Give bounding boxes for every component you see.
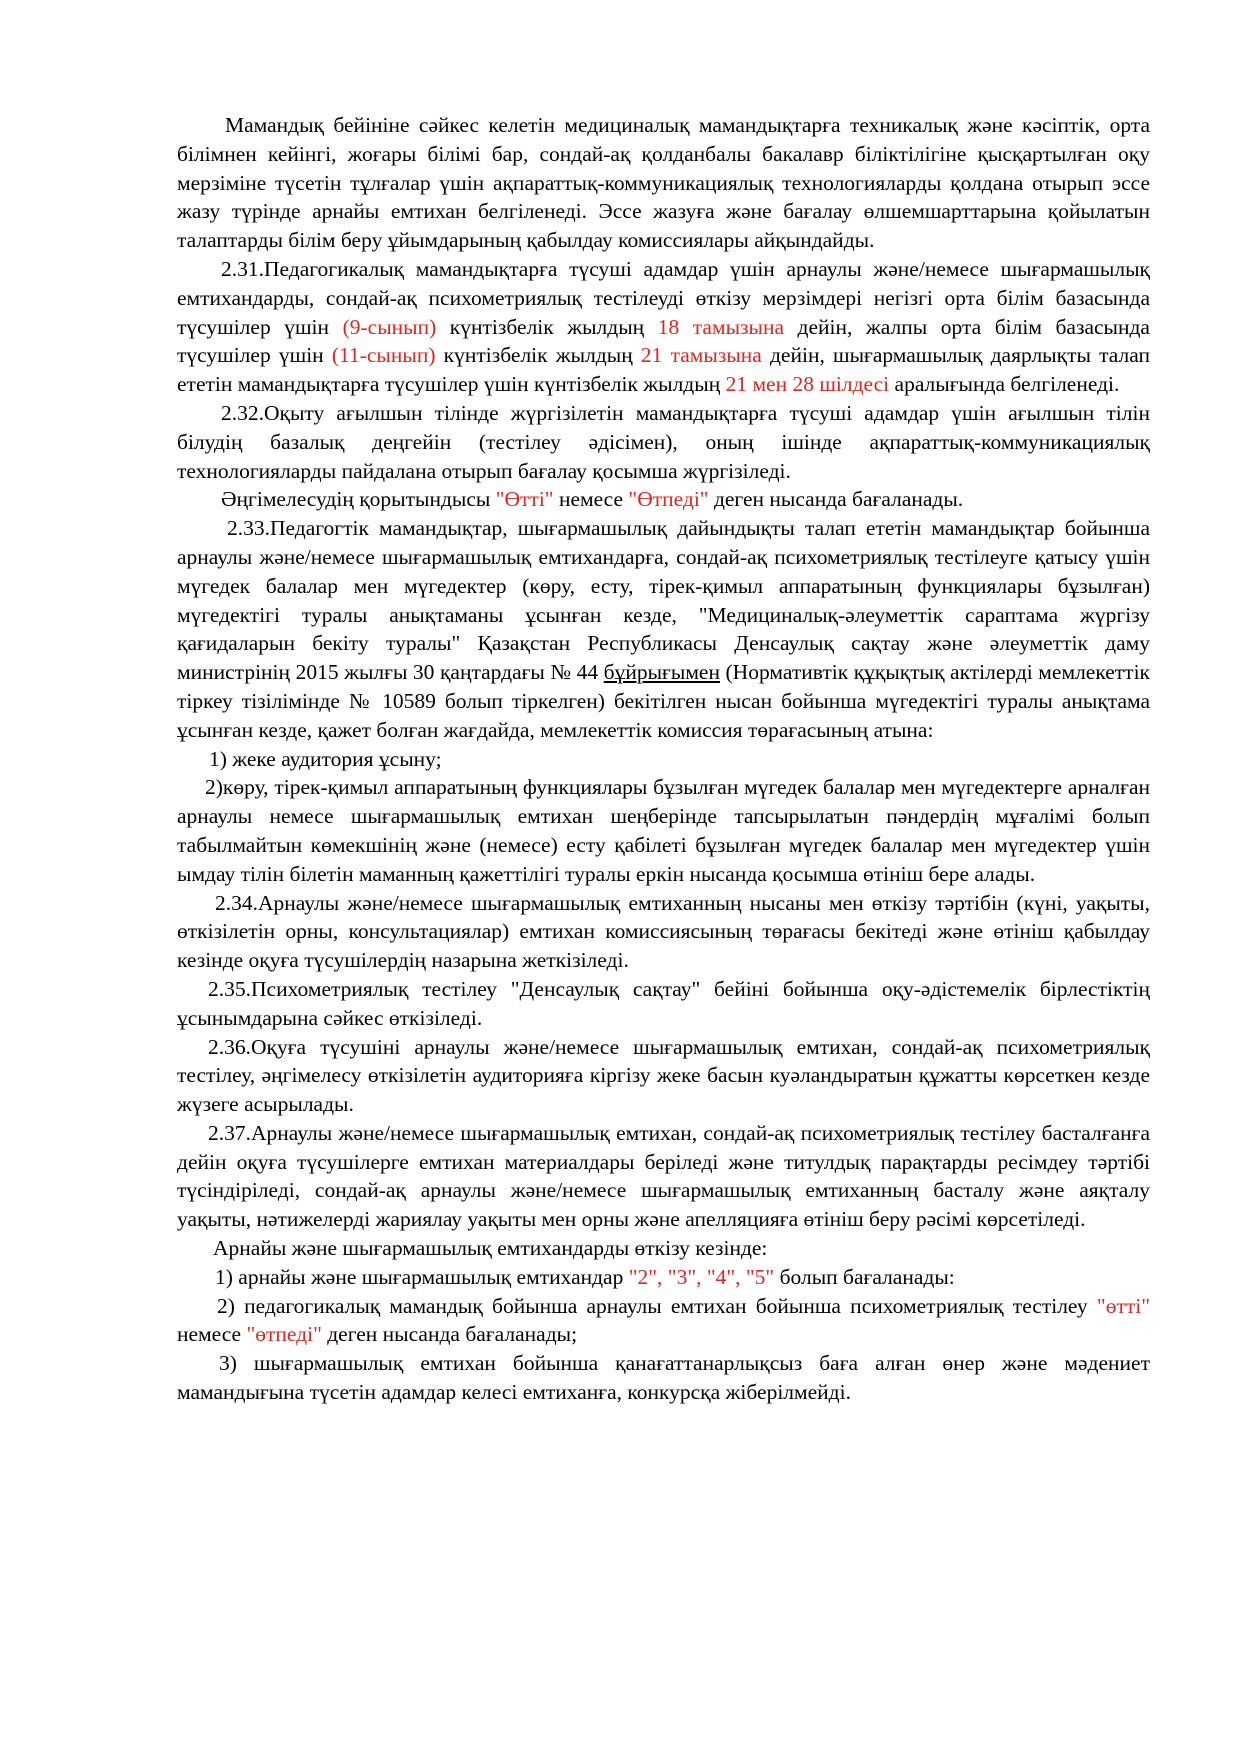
text-segment: (Нормативтік құқықтық актілерді мемлекеттік тіркеу тізілімінде № 10589 болып тіркелген) бекітілген нысан бойынша мүгедектігі туралы анықтама ұсынған кезде, қажет болған жағдайда, мемлекеттік комиссия төрағасының атына: bbox=[177, 660, 1151, 742]
text-segment: 1) арнайы және шығармашылық емтихандар bbox=[215, 1264, 629, 1289]
highlighted-text: "Өтті" bbox=[495, 487, 554, 512]
paragraph bbox=[177, 1292, 1150, 1350]
highlighted-text: 18 тамызына bbox=[657, 314, 785, 339]
text-segment: аралығында белгіленеді. bbox=[889, 372, 1120, 397]
paragraph bbox=[177, 1033, 1150, 1119]
text-segment: 2) педагогикалық мамандық бойынша арнаулы емтихан бойынша психометриялық тестілеу bbox=[217, 1293, 1097, 1318]
text-segment: болып бағаланады: bbox=[774, 1264, 955, 1289]
text-segment: деген нысанда бағаланады. bbox=[708, 487, 964, 512]
highlighted-text: "2", "3", "4", "5" bbox=[628, 1264, 775, 1289]
highlighted-text: (11-сынып) bbox=[331, 343, 436, 368]
text-segment: Әңгімелесудің қорытындысы bbox=[221, 487, 496, 512]
text-segment: 2.36.Оқуға түсушіні арнаулы және/немесе шығармашылық емтихан, сондай-ақ психометриялық тестілеу, әңгімелесу өткізілетін аудиторияға кіргізу жеке басын куәландыратын құжатты көрсеткен кезде жүзеге асырылады. bbox=[177, 1034, 1150, 1117]
paragraph bbox=[177, 889, 1150, 975]
highlighted-text: (9-сынып) bbox=[342, 314, 437, 339]
text-segment: 2)көру, тірек-қимыл аппаратының функциялары бұзылған мүгедек балалар мен мүгедектерге арналған арнаулы немесе шығармашылық емтихан шеңберінде тапсырылатын пәндердің мұғалімі болып табылмайтын көмекшінің және (немесе) есту қабілеті бұзылған мүгедек балалар мен мүгедектер үшін ымдау тілін білетін маманның қажеттілігі туралы еркін нысанда қосымша өтініш бере алады. bbox=[177, 775, 1150, 886]
paragraph bbox=[177, 1263, 1150, 1292]
highlighted-text: "Өтпеді" bbox=[628, 487, 709, 512]
paragraph bbox=[177, 514, 1150, 744]
paragraph bbox=[177, 745, 1150, 774]
text-segment: күнтізбелік жылдың bbox=[435, 343, 641, 368]
paragraph bbox=[177, 255, 1150, 399]
text-segment: күнтізбелік жылдың bbox=[436, 314, 658, 339]
text-segment: дейін, шығармашылық даярлықты талап ететін мамандықтарға түсушілер үшін күнтізбелік жылдың bbox=[177, 343, 1150, 397]
text-segment: немесе bbox=[553, 487, 629, 512]
text-segment: 2.31.Педагогикалық мамандықтарға түсуші адамдар үшін арнаулы және/немесе шығармашылық емтихандарды, сондай-ақ психометриялық тестілеуді өткізу мерзімдері негізгі орта білім базасында түсушілер үшін bbox=[177, 256, 1150, 339]
highlighted-text: 21 тамызына bbox=[640, 343, 762, 368]
text-segment: немесе bbox=[177, 1322, 247, 1347]
text-segment: дейін, жалпы орта білім базасында түсушілер үшін bbox=[177, 314, 1150, 368]
document-body bbox=[177, 111, 1150, 1407]
text-segment: 2.32.Оқыту ағылшын тілінде жүргізілетін мамандықтарға түсуші адамдар үшін ағылшын тілін білудің базалық деңгейін (тестілеу әдісімен), оның ішінде ақпараттық-коммуникациялық технологияларды пайдалана отырып бағалау қосымша жүргізіледі. bbox=[177, 400, 1150, 483]
text-segment: 2.37.Арнаулы және/немесе шығармашылық емтихан, сондай-ақ психометриялық тестілеу басталғанға дейін оқуға түсушілерге емтихан материалдары беріледі және титулдық парақтарды ресімдеу тәртібі түсіндіріледі, сондай-ақ арнаулы және/немесе шығармашылық емтиханның басталу және аяқталу уақыты, нәтижелерді жариялау уақыты мен орны және апелляцияға өтініш беру рәсімі көрсетіледі. bbox=[177, 1120, 1150, 1232]
text-segment: Арнайы және шығармашылық емтихандарды өткізу кезінде: bbox=[213, 1236, 768, 1261]
paragraph bbox=[177, 485, 1150, 514]
paragraph bbox=[177, 111, 1150, 255]
text-segment: 2.33.Педагогтік мамандықтар, шығармашылық дайындықты талап ететін мамандықтар бойынша арнаулы және/немесе шығармашылық емтихандарға, сондай-ақ психометриялық тестілеуге қатысу үшін мүгедек балалар мен мүгедектер (көру, есту, тірек-қимыл аппаратының функциялары бұзылған) мүгедектігі туралы анықтаманы ұсынған кезде, "Медициналық-әлеуметтік сараптама жүргізу қағидаларын бекіту туралы" Қазақстан Республикасы Денсаулық сақтау және әлеуметтік даму министрінің 2015 жылғы 30 қаңтардағы № 44 bbox=[177, 516, 1150, 685]
paragraph bbox=[177, 1234, 1150, 1263]
order-link[interactable]: бұйрығымен bbox=[603, 660, 720, 685]
paragraph bbox=[177, 1349, 1150, 1407]
text-segment: деген нысанда бағаланады; bbox=[321, 1322, 578, 1347]
paragraph bbox=[177, 773, 1150, 888]
text-segment: 2.35.Психометриялық тестілеу "Денсаулық сақтау" бейіні бойынша оқу-әдістемелік бірлестіктің ұсынымдарына сәйкес өткізіледі. bbox=[177, 976, 1150, 1030]
highlighted-text: "өтпеді" bbox=[246, 1322, 322, 1347]
paragraph bbox=[177, 399, 1150, 485]
highlighted-text: 21 мен 28 шілдесі bbox=[725, 372, 890, 397]
paragraph bbox=[177, 975, 1150, 1033]
highlighted-text: "өтті" bbox=[1096, 1293, 1150, 1318]
text-segment: 1) жеке аудитория ұсыну; bbox=[209, 746, 442, 771]
paragraph bbox=[177, 1119, 1150, 1234]
text-segment: 2.34.Арнаулы және/немесе шығармашылық емтиханның нысаны мен өткізу тәртібін (күні, уақыты, өткізілетін орны, консультациялар) емтихан комиссиясының төрағасы бекітеді және өтініш қабылдау кезінде оқуға түсушілердің назарына жеткізіледі. bbox=[177, 890, 1150, 973]
text-segment: Мамандық бейініне сәйкес келетін медициналық мамандықтарға техникалық және кәсіптік, орта білімнен кейінгі, жоғары білімі бар, сондай-ақ қолданбалы бакалавр біліктілігіне қысқартылған оқу мерзіміне түсетін тұлғалар үшін ақпараттық-коммуникациялық технологияларды қолдана отырып эссе жазу түрінде арнайы емтихан белгіленеді. Эссе жазуға және бағалау өлшемшарттарына қойылатын талаптарды білім беру ұйымдарының қабылдау комиссиялары айқындайды. bbox=[177, 113, 1150, 253]
text-segment: 3) шығармашылық емтихан бойынша қанағаттанарлықсыз баға алған өнер және мәдениет мамандығына түсетін адамдар келесі емтиханға, конкурсқа жіберілмейді. bbox=[177, 1351, 1150, 1405]
